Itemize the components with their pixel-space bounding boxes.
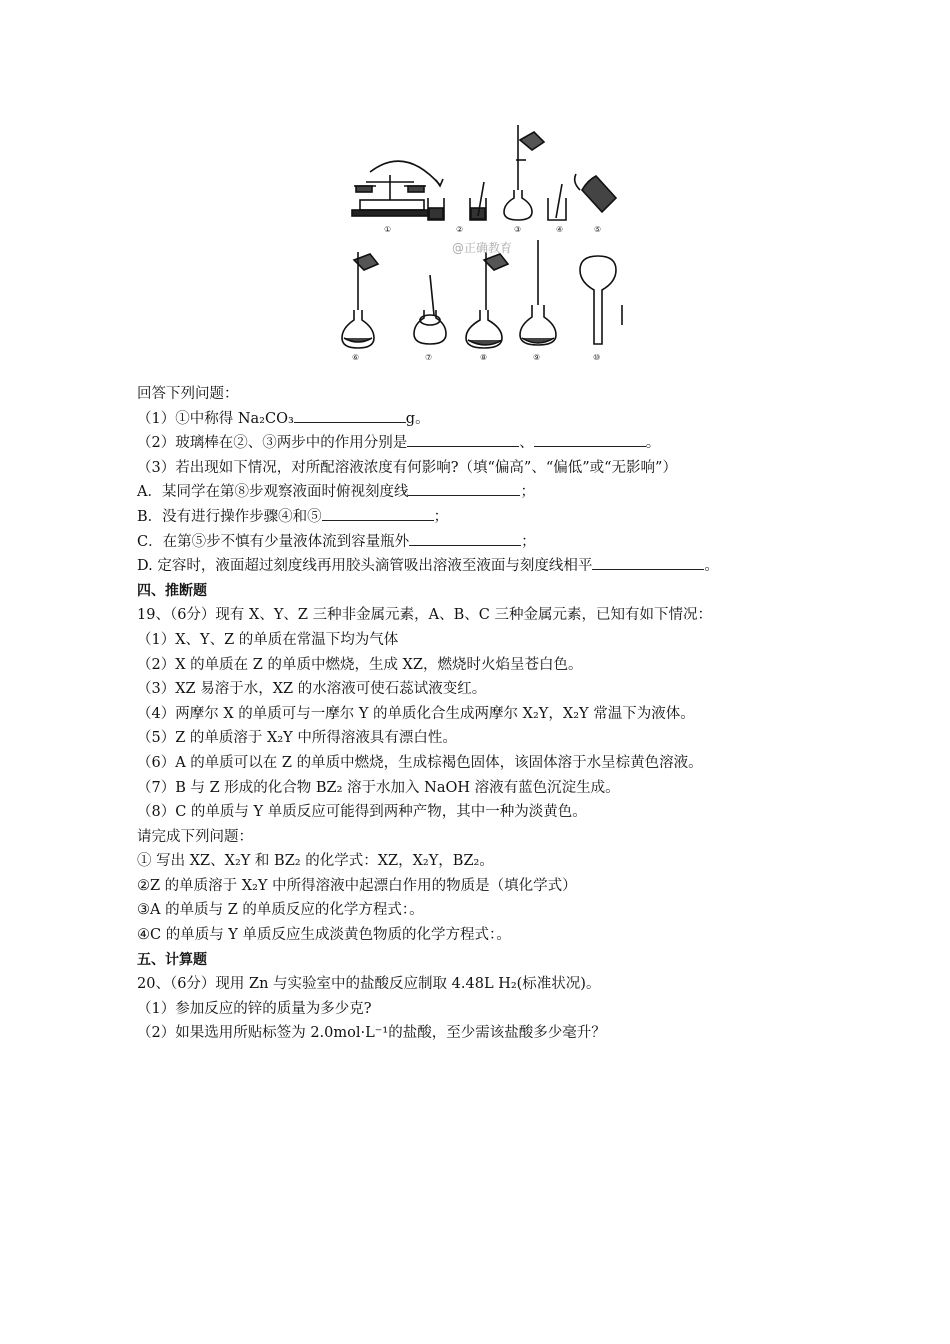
q18-option-d (137, 554, 837, 579)
option-a-text: A．某同学在第⑧步观察液面时俯视刻度线 (137, 484, 409, 501)
step-label: ⑩ (593, 353, 601, 362)
flask-step9-icon (520, 240, 556, 345)
q18-part1-unit: g。 (405, 410, 430, 427)
answer-blank[interactable] (409, 530, 521, 546)
option-d-end: 。 (704, 558, 719, 575)
flask-step6-icon (342, 252, 378, 348)
q18-part2-text: （2）玻璃棒在②、③两步中的作用分别是 (137, 435, 408, 452)
q19-item: （8）C 的单质与 Y 单质反应可能得到两种产物，其中一种为淡黄色。 (137, 804, 587, 821)
step-label: ④ (556, 225, 564, 234)
q18-part2 (137, 431, 837, 456)
step-label: ② (456, 225, 464, 234)
answer-blank[interactable] (534, 431, 646, 447)
q20-item: （1）参加反应的锌的质量为多少克? (137, 1000, 372, 1017)
q19-item: （7）B 与 Z 形成的化合物 BZ₂ 溶于水加入 NaOH 溶液有蓝色沉淀生成。 (137, 779, 620, 796)
option-a-end: ； (520, 484, 535, 501)
step-label: ⑨ (533, 353, 541, 362)
answer-blank[interactable] (592, 554, 704, 570)
option-b-text: B．没有进行操作步骤④和⑤ (137, 508, 322, 525)
q19-item: （6）A 的单质可以在 Z 的单质中燃烧，生成棕褐色固体，该固体溶于水呈棕黄色溶液。 (137, 754, 703, 771)
option-b-end: ； (433, 508, 449, 525)
section-heading: 四、推断题 (137, 582, 207, 599)
q19-question: ① 写出 XZ、X₂Y 和 BZ₂ 的化学式：XZ，X₂Y，BZ₂。 (137, 853, 494, 870)
q19-item: （2）X 的单质在 Z 的单质中燃烧，生成 XZ，燃烧时火焰呈苍白色。 (137, 656, 583, 673)
q18-part2-sep: 、 (519, 435, 534, 452)
beaker-icon (428, 198, 444, 220)
q19-item: （4）两摩尔 X 的单质可与一摩尔 Y 的单质化合生成两摩尔 X₂Y，X₂Y 常温下为液体。 (137, 705, 695, 722)
q19-item: （5）Z 的单质溶于 X₂Y 中所得溶液具有漂白性。 (137, 730, 457, 747)
option-c-text: C．在第⑤步不慎有少量液体流到容量瓶外 (137, 533, 410, 550)
q18-intro: 回答下列问题： (137, 386, 239, 402)
wash-bottle-icon (575, 174, 616, 212)
section-heading: 五、计算题 (137, 951, 207, 968)
step-label: ⑤ (594, 225, 602, 234)
q19-item: （3）XZ 易溶于水，XZ 的水溶液可使石蕊试液变红。 (137, 681, 487, 698)
q18-part1-text: （1）①中称得 Na₂CO₃ (137, 410, 294, 427)
watermark: @正确教育 (452, 241, 513, 255)
q19-intro: 19、（6分）现有 X、Y、Z 三种非金属元素，A、B、C 三种金属元素，已知有如下情况： (137, 607, 712, 624)
answer-blank[interactable] (322, 505, 434, 521)
q19-question: ②Z 的单质溶于 X₂Y 中所得溶液中起漂白作用的物质是（填化学式） (137, 877, 577, 894)
q19-question: ④C 的单质与 Y 单质反应生成淡黄色物质的化学方程式：。 (137, 927, 511, 944)
q18-part3: （3）若出现如下情况，对所配溶液浓度有何影响?（填“偏高”、“偏低”或“无影响”） (137, 459, 677, 476)
step-label: ⑦ (425, 353, 433, 362)
question-content (137, 382, 837, 1046)
q18-part1 (137, 407, 837, 432)
q18-part2-end: 。 (645, 435, 661, 452)
flask-step8-icon (466, 252, 508, 348)
step-label: ⑥ (352, 353, 360, 362)
volumetric-flask-pour-icon (504, 125, 544, 220)
answer-blank[interactable] (294, 407, 406, 423)
solution-preparation-diagram (330, 120, 630, 370)
answer-blank[interactable] (408, 480, 520, 496)
q19-item: （1）X、Y、Z 的单质在常温下均为气体 (137, 631, 399, 648)
q18-option-b (137, 505, 837, 530)
step-label: ⑧ (480, 353, 488, 362)
q20-item: （2）如果选用所贴标签为 2.0mol·L⁻¹的盐酸，至少需该盐酸多少毫升？ (137, 1025, 606, 1042)
beaker-stir-icon (548, 184, 566, 220)
q20-intro: 20、（6分）现用 Zn 与实验室中的盐酸反应制取 4.48L H₂(标准状况)。 (137, 976, 601, 993)
q19-prompt: 请完成下列问题： (137, 828, 253, 845)
option-c-end: ； (521, 533, 536, 550)
q19-question: ③A 的单质与 Z 的单质反应的化学方程式：。 (137, 902, 424, 919)
step-label: ③ (514, 225, 522, 234)
option-d-text: D. 定容时，液面超过刻度线再用胶头滴管吸出溶液至液面与刻度线相平 (137, 558, 593, 575)
answer-blank[interactable] (407, 431, 519, 447)
step-label: ① (384, 225, 392, 234)
flask-inverted-icon (580, 256, 622, 344)
q18-option-a (137, 480, 837, 505)
q18-option-c (137, 530, 837, 555)
flask-step7-icon (414, 275, 446, 344)
experiment-figure (330, 120, 630, 370)
beaker-with-rod-icon (470, 182, 486, 220)
